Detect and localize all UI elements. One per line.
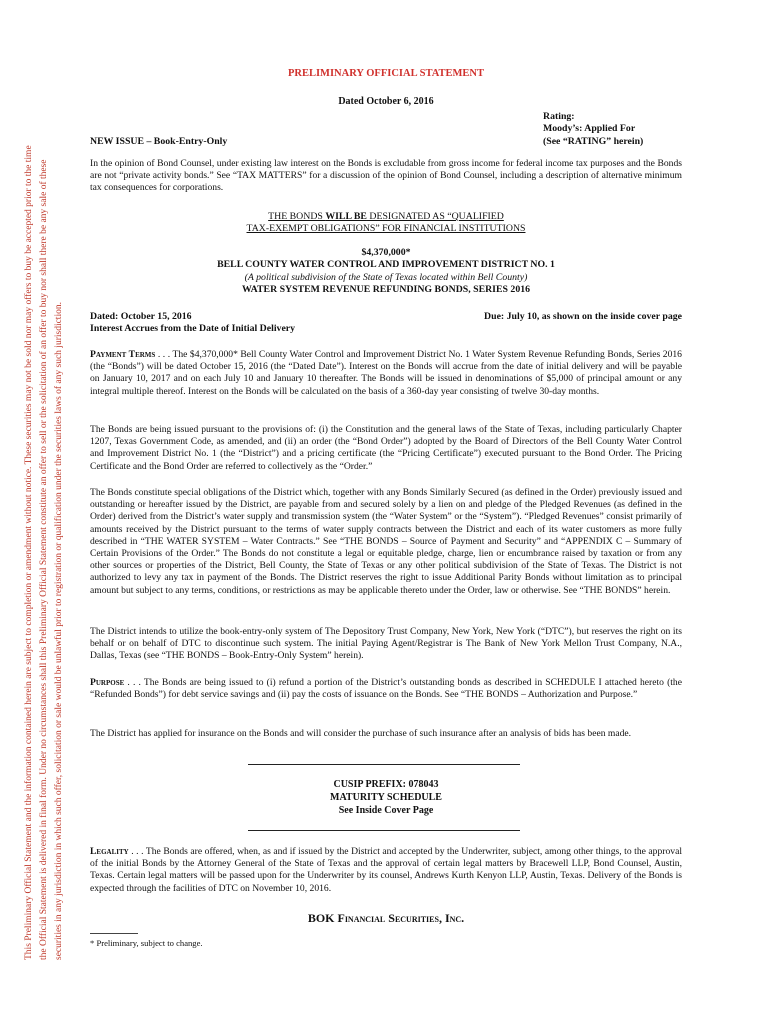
- red-herring-legend: [22, 20, 74, 960]
- rating-moodys: Moody’s: Applied For: [543, 123, 636, 135]
- issuer-name: BELL COUNTY WATER CONTROL AND IMPROVEMENT DISTRICT NO. 1: [217, 259, 555, 271]
- due-date: Due: July 10, as shown on the inside cover page: [484, 311, 682, 322]
- payment-terms-heading: Payment Terms: [90, 349, 156, 360]
- issue-amount: $4,370,000*: [361, 247, 411, 258]
- bond-series: WATER SYSTEM REVENUE REFUNDING BONDS, SERIES 2016: [241, 284, 531, 296]
- designation-text-a: THE BONDS: [268, 211, 326, 222]
- legend-line-3: securities in any jurisdiction in which such offer, solicitation or sale would be unlawful prior to registration or qualification under the securities laws of any such jurisdiction.: [54, 302, 64, 960]
- divider-top: [248, 764, 520, 765]
- rating-block: [543, 111, 643, 148]
- rating-see: (See “RATING” herein): [543, 135, 644, 147]
- designation-text-c: DESIGNATED AS “QUALIFIED: [366, 211, 504, 222]
- book-entry-paragraph: The District intends to utilize the book-entry-only system of The Depository Trust Company, New York, New York (“DTC”), but reserves the right on its behalf or on behalf of DTC to discontinue such system. The initial Paying Agent/Registrar is The Bank of New York Mellon Trust Company, N.A., Dallas, Texas (see “THE BONDS – Book-Entry-Only System” herein).: [90, 626, 682, 662]
- insurance-paragraph: The District has applied for insurance on the Bonds and will consider the purchase of such insurance after an analysis of bids has been made.: [90, 728, 632, 739]
- tax-opinion-paragraph: In the opinion of Bond Counsel, under existing law interest on the Bonds is excludable from gross income for federal income tax purposes and the Bonds are not “private activity bonds.” See “TAX MATTERS” for a discussion of the opinion of Bond Counsel, including a description of alternative minimum tax consequences for corporations.: [90, 158, 682, 194]
- authorization-paragraph: The Bonds are being issued pursuant to the provisions of: (i) the Constitution and the general laws of the State of Texas, including particularly Chapter 1207, Texas Government Code, as amended, and (ii) an order (the “Bond Order”) adopted by the Board of Directors of the Bell County Water Control and Improvement District No. 1 (the “District”) and a pricing certificate (the “Pricing Certificate”) executed pursuant to the Bond Order. The Pricing Certificate and the Bond Order are referred to collectively as the “Order.”: [90, 424, 682, 472]
- divider-bottom: [248, 830, 520, 831]
- payment-terms-paragraph: [90, 349, 682, 398]
- designation-line-2: TAX-EXEMPT OBLIGATIONS” FOR FINANCIAL INSTITUTIONS: [246, 223, 526, 235]
- new-issue-label: NEW ISSUE – Book-Entry-Only: [90, 136, 228, 147]
- document-title: PRELIMINARY OFFICIAL STATEMENT: [287, 68, 485, 79]
- preliminary-footnote: * Preliminary, subject to change.: [90, 938, 203, 948]
- legality-paragraph: [90, 846, 682, 895]
- footnote-rule: [90, 933, 138, 934]
- see-inside-cover: See Inside Cover Page: [338, 804, 434, 816]
- legality-text: . . . The Bonds are offered, when, as and if issued by the District and accepted by the Underwriter, subject, among other things, to the approval of the initial Bonds by the Attorney General of the State of Texas and the approval of certain legal matters by Bracewell LLP, Bond Counsel, Austin, Texas. Certain legal matters will be passed upon for the Underwriter by its counsel, Andrews Kurth Kenyon LLP, Austin, Texas. Delivery of the Bonds is expected through the facilities of DTC on November 10, 2016.: [90, 846, 682, 894]
- cusip-block: [90, 779, 682, 817]
- issue-block: [90, 247, 682, 297]
- interest-accrues: Interest Accrues from the Date of Initial Delivery: [90, 323, 296, 335]
- issuer-subdivision: (A political subdivision of the State of Texas located within Bell County): [244, 271, 528, 283]
- purpose-text: . . . The Bonds are being issued to (i) refund a portion of the District’s outstanding bonds as described in SCHEDULE I attached hereto (the “Refunded Bonds”) for debt service savings and (ii) pay the costs of issuance on the Bonds. See “THE BONDS – Authorization and Purpose.”: [90, 677, 682, 701]
- purpose-paragraph: [90, 677, 682, 701]
- dated-date: Dated: October 15, 2016: [90, 311, 192, 322]
- maturity-schedule: MATURITY SCHEDULE: [330, 791, 442, 803]
- purpose-heading: Purpose: [90, 677, 125, 688]
- legend-line-2: the Official Statement is delivered in final form. Under no circumstances shall this Preliminary Official Statement constitute an offer to sell or the solicitation of an offer to buy nor shall there be any sale of these: [39, 159, 49, 960]
- legend-line-1: This Preliminary Official Statement and the information contained herein are subject to completion or amendment without notice. These securities may not be sold nor may offers to buy be accepted prior to the time: [24, 145, 34, 960]
- cusip-prefix: CUSIP PREFIX: 078043: [333, 779, 439, 790]
- document-date: Dated October 6, 2016: [338, 96, 434, 107]
- payment-terms-text: . . . The $4,370,000* Bell County Water Control and Improvement District No. 1 Water System Revenue Refunding Bonds, Series 2016 (the “Bonds”) will be dated October 15, 2016 (the “Dated Date”). Interest on the Bonds will accrue from the date of initial delivery and will be payable on January 10, 2017 and on each July 10 and January 10 thereafter. The Bonds will be issued in denominations of $5,000 of principal amount or any integral multiple thereof. Interest on the Bonds will be calculated on the basis of a 360-day year consisting of twelve 30-day months.: [90, 349, 682, 397]
- underwriter-name: BOK Financial Securities, Inc.: [307, 911, 465, 925]
- designation-will-be: WILL BE: [325, 211, 367, 222]
- security-paragraph: The Bonds constitute special obligations of the District which, together with any Bonds Similarly Secured (as defined in the Order) previously issued and outstanding or hereafter issued by the District, are payable from and secured solely by a lien on and pledge of the Pledged Revenues (as defined in the Order) derived from the District’s water supply and transmission system (the “Water System” or the “System”). “Pledged Revenues” consist primarily of amounts received by the District pursuant to the terms of water supply contracts between the District and each of its water customers as more fully described in “THE WATER SYSTEM – Water Contracts.” See “THE BONDS – Source of Payment and Security” and “APPENDIX C – Summary of Certain Provisions of the Order.” The Bonds do not constitute a legal or equitable pledge, charge, lien or encumbrance raised by taxation or from any other sources or properties of the District, Bell County, the State of Texas or any other political subdivision of the State of Texas. The District is not authorized to levy any tax in payment of the Bonds. The District reserves the right to issue Additional Parity Bonds without limitation as to principal amount but subject to any terms, conditions, or restrictions as may be applicable thereto under the Order, law or otherwise. See “THE BONDS” herein.: [90, 487, 682, 596]
- qualified-designation: [90, 211, 682, 236]
- rating-label: Rating:: [543, 111, 575, 122]
- legality-heading: Legality: [90, 846, 129, 857]
